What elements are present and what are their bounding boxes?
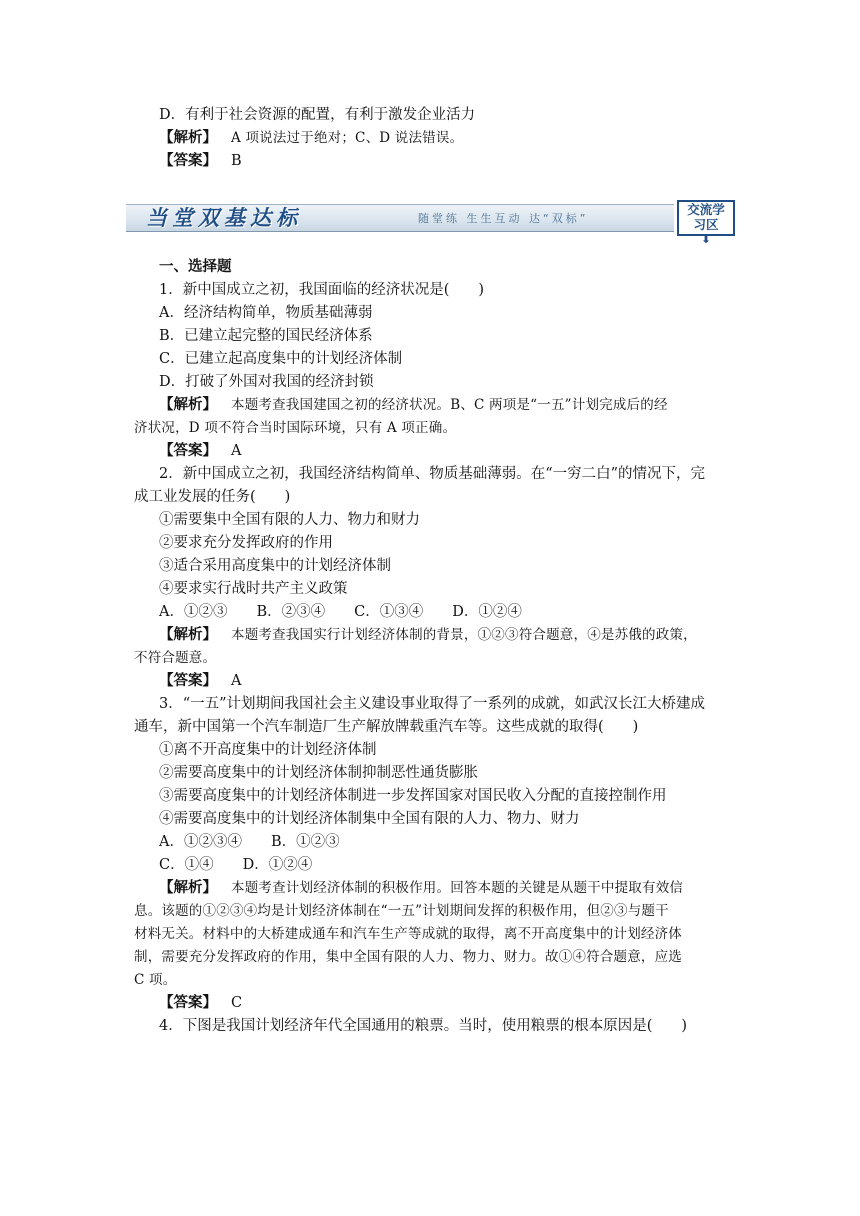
answer-value: B (231, 153, 242, 169)
analysis-text: A 项说法过于绝对；C、D 说法错误。 (231, 130, 464, 146)
q3-statement-1: ①离不开高度集中的计划经济体制 (159, 742, 377, 758)
answer-value: C (231, 995, 243, 1011)
q1-option-a: A．经济结构简单，物质基础薄弱 (159, 305, 373, 321)
q2-statement-4: ④要求实行战时共产主义政策 (159, 581, 348, 597)
answer-value: A (231, 443, 242, 459)
q1-option-b: B．已建立起完整的国民经济体系 (159, 328, 373, 344)
q2-analysis-cont: 不符合题意。 (134, 650, 217, 666)
banner-title: 当堂双基达标 (146, 206, 302, 230)
q1-analysis-cont: 济状况，D 项不符合当时国际环境，只有 A 项正确。 (134, 420, 457, 436)
analysis-text: 本题考查我国实行计划经济体制的背景，①②③符合题意，④是苏俄的政策， (231, 627, 697, 643)
q2-statement-3: ③适合采用高度集中的计划经济体制 (159, 558, 391, 574)
q3-analysis-cont-3: 制，需要充分发挥政府的作用，集中全国有限的人力、物力、财力。故①④符合题意，应选 (134, 949, 682, 965)
q3-statement-3: ③需要高度集中的计划经济体制进一步发挥国家对国民收入分配的直接控制作用 (159, 788, 667, 804)
q3-answer-row (159, 992, 759, 1014)
q3-options-2: C．①④ D．①②④ (159, 857, 313, 873)
q3-analysis-cont-2: 材料无关。材料中的大桥建成通车和汽车生产等成就的取得，离不开高度集中的计划经济体 (134, 926, 682, 942)
analysis-text: 本题考查计划经济体制的积极作用。回答本题的关键是从题干中提取有效信 (231, 880, 684, 896)
q2-stem: 2．新中国成立之初，我国经济结构简单、物质基础薄弱。在“一穷二白”的情况下，完 (159, 466, 706, 482)
analysis-row (159, 127, 759, 149)
q3-analysis-row (159, 877, 759, 899)
q3-options-1: A．①②③④ B．①②③ (159, 834, 340, 850)
q1-option-c: C．已建立起高度集中的计划经济体制 (159, 351, 403, 367)
analysis-tag: 【解析】 (159, 396, 217, 413)
q3-stem-cont: 通车，新中国第一个汽车制造厂生产解放牌载重汽车等。这些成就的取得( ) (134, 719, 639, 735)
analysis-tag: 【解析】 (159, 129, 217, 146)
q3-stem: 3．“一五”计划期间我国社会主义建设事业取得了一系列的成就，如武汉长江大桥建成 (159, 696, 706, 712)
section-title: 一、选择题 (159, 258, 232, 275)
q3-analysis-cont-4: C 项。 (134, 972, 177, 988)
q1-answer-row (159, 440, 759, 462)
q2-options: A．①②③ B．②③④ C．①③④ D．①②④ (159, 604, 522, 620)
analysis-text: 本题考查我国建国之初的经济状况。B、C 两项是“一五”计划完成后的经 (231, 397, 668, 413)
q1-stem: 1．新中国成立之初，我国面临的经济状况是( ) (159, 282, 485, 298)
box-line-1: 交流学 (687, 202, 725, 217)
q1-analysis-row (159, 394, 759, 416)
q3-statement-4: ④需要高度集中的计划经济体制集中全国有限的人力、物力、财力 (159, 811, 580, 827)
q2-analysis-row (159, 624, 759, 646)
down-arrow-icon: ⬇ (701, 233, 711, 246)
exchange-area-link[interactable] (677, 200, 735, 246)
analysis-tag: 【解析】 (159, 626, 217, 643)
answer-tag: 【答案】 (159, 152, 217, 169)
answer-tag: 【答案】 (159, 994, 217, 1011)
q4-stem: 4．下图是我国计划经济年代全国通用的粮票。当时，使用粮票的根本原因是( ) (159, 1018, 688, 1034)
analysis-tag: 【解析】 (159, 879, 217, 896)
q1-option-d: D．打破了外国对我国的经济封锁 (159, 374, 374, 390)
q3-statement-2: ②需要高度集中的计划经济体制抑制恶性通货膨胀 (159, 765, 478, 781)
q2-stem-cont: 成工业发展的任务( ) (134, 489, 291, 505)
answer-value: A (231, 673, 242, 689)
q2-statement-1: ①需要集中全国有限的人力、物力和财力 (159, 512, 420, 528)
q3-analysis-cont-1: 息。该题的①②③④均是计划经济体制在“一五”计划期间发挥的积极作用，但②③与题干 (134, 903, 669, 919)
answer-row (159, 150, 759, 172)
q2-answer-row (159, 670, 759, 692)
box-line-2: 习区 ⬇ (679, 217, 733, 247)
option-d: D．有利于社会资源的配置，有利于激发企业活力 (159, 107, 476, 123)
section-banner (126, 198, 736, 246)
answer-tag: 【答案】 (159, 442, 217, 459)
q2-statement-2: ②要求充分发挥政府的作用 (159, 535, 333, 551)
banner-subtitle: 随堂练 生生互动 达“双标” (418, 212, 589, 225)
answer-tag: 【答案】 (159, 672, 217, 689)
